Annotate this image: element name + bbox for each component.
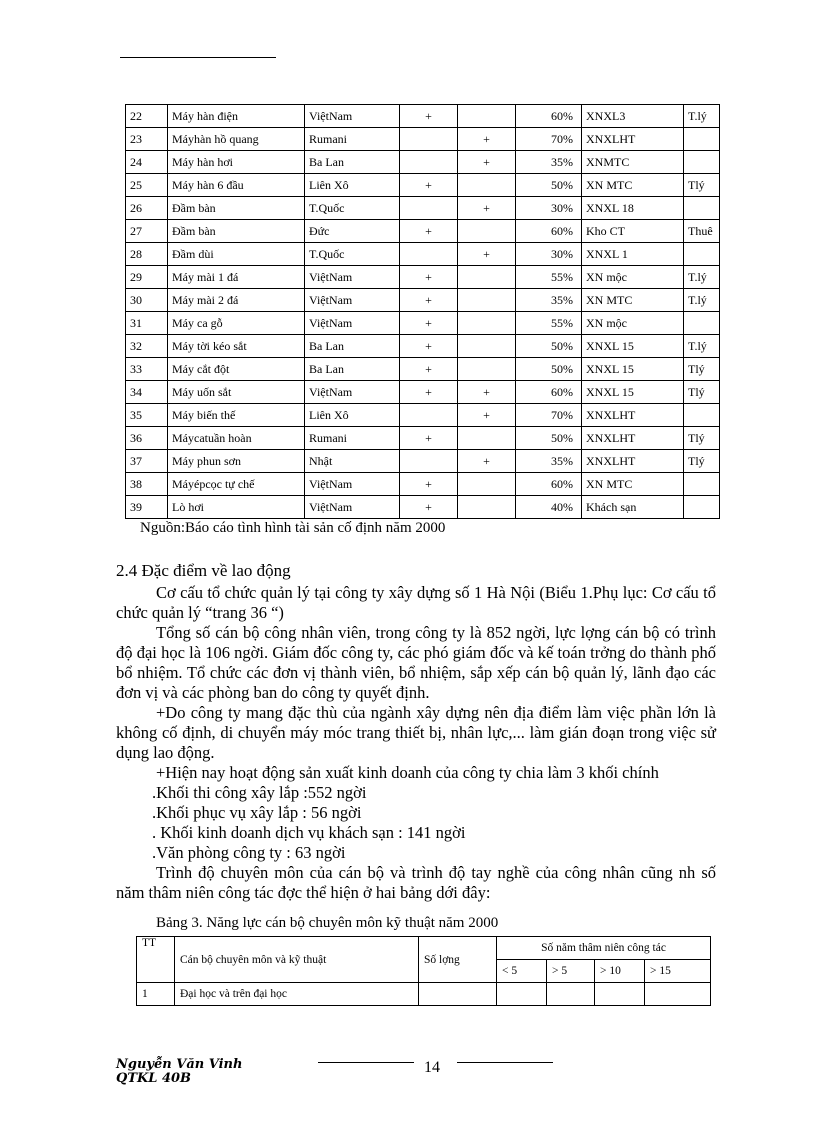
cell-no: 38 [126,473,168,496]
cell-unit: XNXL 18 [582,197,684,220]
cell-empty [419,983,497,1006]
table-row [126,174,720,197]
cell-no: 39 [126,496,168,519]
footer-rule-right [457,1062,553,1063]
table3-caption: Bảng 3. Năng lực cán bộ chuyên môn kỹ thuật năm 2000 [156,915,499,931]
cell-note [684,197,720,220]
subheader: > 5 [547,960,595,983]
equipment-table [125,104,720,519]
cell-mark-1: + [400,335,458,358]
table-row [126,220,720,243]
cell-percent: 35% [516,450,582,473]
cell-mark-2: + [458,128,516,151]
cell-mark-2 [458,289,516,312]
cell-percent: 60% [516,220,582,243]
cell-mark-2: + [458,151,516,174]
cell-mark-2: + [458,381,516,404]
cell-note [684,151,720,174]
paragraph: Tổng số cán bộ công nhân viên, trong công ty là 852 ngời, lực lợng cán bộ có trình độ đại học là 106 ngời. Giám đốc công ty, các phó giám đốc và kế toán trởng do thành phố bổ nhiệm. Tổ chức các đơn vị thành viên, bổ nhiệm, sắp xếp cán bộ quản lý, lãnh đạo các đơn vị và các phòng ban do công ty quyết định. [116,623,716,702]
cell-mark-2: + [458,243,516,266]
cell-mark-1 [400,151,458,174]
table-row [126,358,720,381]
cell-unit: XN MTC [582,473,684,496]
cell-name: Máy mài 2 đá [168,289,305,312]
cell-percent: 50% [516,174,582,197]
cell-origin: Ba Lan [305,358,400,381]
cell-name: Máy tời kéo sắt [168,335,305,358]
cell-origin: Nhật [305,450,400,473]
header-rule [120,57,276,58]
header-years: Số năm thâm niên công tác [497,937,711,960]
cell-unit: XNXL 1 [582,243,684,266]
cell-mark-1: + [400,266,458,289]
cell-unit: XNXL 15 [582,335,684,358]
cell-no: 24 [126,151,168,174]
table-row [126,427,720,450]
cell-origin: Đức [305,220,400,243]
cell-name: Đầm bàn [168,220,305,243]
cell-mark-2 [458,105,516,128]
list-item: .Khối thi công xây lắp :552 ngời [152,783,367,802]
table-row [126,335,720,358]
cell-unit: XNXLHT [582,450,684,473]
table-row [126,197,720,220]
cell-mark-1: + [400,105,458,128]
source-note: Nguồn:Báo cáo tình hình tài sản cố định năm 2000 [140,520,446,536]
cell-empty [497,983,547,1006]
cell-name: Máy ca gỗ [168,312,305,335]
cell-percent: 55% [516,266,582,289]
cell-no: 33 [126,358,168,381]
cell-no: 32 [126,335,168,358]
cell-no: 30 [126,289,168,312]
cell-origin: Rumani [305,427,400,450]
cell-unit: XNXL 15 [582,358,684,381]
cell-no: 34 [126,381,168,404]
cell-mark-1: + [400,427,458,450]
cell-mark-1 [400,243,458,266]
table-row [126,473,720,496]
table-row [126,381,720,404]
cell-percent: 35% [516,289,582,312]
cell-unit: XNXLHT [582,128,684,151]
cell-empty [595,983,645,1006]
cell-mark-2 [458,335,516,358]
cell-note [684,312,720,335]
cell-name: Máy biến thế [168,404,305,427]
cell-percent: 30% [516,197,582,220]
table-row [126,266,720,289]
cell-mark-1: + [400,496,458,519]
header-tt: TT [137,937,175,983]
cell-percent: 50% [516,427,582,450]
cell-mark-1 [400,128,458,151]
cell-origin: Rumani [305,128,400,151]
author-name: Nguyễn Văn Vinh [116,1057,243,1072]
cell-mark-1: + [400,381,458,404]
cell-mark-1: + [400,473,458,496]
cell-mark-1 [400,197,458,220]
cell-origin: ViệtNam [305,496,400,519]
cell-origin: ViệtNam [305,473,400,496]
cell-mark-1: + [400,312,458,335]
list-item: . Khối kinh doanh dịch vụ khách sạn : 141 ngời [152,823,466,842]
page-number: 14 [424,1059,440,1076]
cell-no: 28 [126,243,168,266]
cell-no: 29 [126,266,168,289]
cell-no: 36 [126,427,168,450]
cell-origin: Liên Xô [305,174,400,197]
table-row [126,312,720,335]
cell-name: Máyhàn hồ quang [168,128,305,151]
cell-mark-1 [400,450,458,473]
table-row [126,151,720,174]
cell-note: T.lý [684,105,720,128]
cell-unit: XNMTC [582,151,684,174]
cell-name: Máy hàn hơi [168,151,305,174]
cell-percent: 60% [516,381,582,404]
cell-name: Máy mài 1 đá [168,266,305,289]
staff-table [136,936,711,1006]
cell-percent: 60% [516,105,582,128]
cell-origin: T.Quốc [305,243,400,266]
cell-unit: Kho CT [582,220,684,243]
cell-name: Máy hàn điện [168,105,305,128]
cell-name: Máy cắt đột [168,358,305,381]
cell-note [684,243,720,266]
cell-note [684,128,720,151]
cell-no: 22 [126,105,168,128]
cell-origin: ViệtNam [305,266,400,289]
cell-no: 27 [126,220,168,243]
cell-note: T.lý [684,266,720,289]
cell-origin: ViệtNam [305,381,400,404]
paragraph: Trình độ chuyên môn của cán bộ và trình độ tay nghề của công nhân cũng nh số năm thâm niên công tác đợc thể hiện ở hai bảng dới đây: [116,863,716,902]
subheader: > 10 [595,960,645,983]
cell-empty [547,983,595,1006]
cell-mark-2: + [458,404,516,427]
cell-mark-2 [458,496,516,519]
cell-unit: Khách sạn [582,496,684,519]
cell-origin: Ba Lan [305,151,400,174]
cell-mark-1 [400,404,458,427]
cell-mark-1: + [400,289,458,312]
author-signature [116,1058,242,1086]
cell-percent: 35% [516,151,582,174]
cell-mark-2 [458,174,516,197]
list-item: .Văn phòng công ty : 63 ngời [152,843,346,862]
cell-mark-2: + [458,197,516,220]
table-row [126,243,720,266]
cell-note [684,496,720,519]
cell-unit: XN mộc [582,312,684,335]
cell-mark-1: + [400,220,458,243]
cell-origin: Ba Lan [305,335,400,358]
cell-note: T.lý [684,335,720,358]
cell-no: 26 [126,197,168,220]
header-count: Số lợng [419,937,497,983]
footer-rule-left [318,1062,414,1063]
table-row [137,983,711,1006]
cell-percent: 55% [516,312,582,335]
cell-note: Tlý [684,358,720,381]
cell-unit: XN MTC [582,289,684,312]
cell-name: Đầm dùi [168,243,305,266]
cell-note: Tlý [684,427,720,450]
cell-note [684,404,720,427]
author-class: QTKL 40B [116,1071,192,1086]
labour-section [116,561,716,903]
header-cadre: Cán bộ chuyên môn và kỹ thuật [175,937,419,983]
cell-mark-1: + [400,358,458,381]
cell-name: Máy uốn sắt [168,381,305,404]
cell-no: 35 [126,404,168,427]
table-row [126,496,720,519]
cell-unit: XNXL3 [582,105,684,128]
cell-origin: ViệtNam [305,105,400,128]
section-heading: 2.4 Đặc điểm về lao động [116,561,291,580]
cell-name: Đại học và trên đại học [175,983,419,1006]
cell-note: Tlý [684,174,720,197]
cell-mark-2 [458,427,516,450]
cell-percent: 50% [516,335,582,358]
cell-name: Đầm bàn [168,197,305,220]
cell-note [684,473,720,496]
cell-unit: XNXLHT [582,404,684,427]
cell-percent: 40% [516,496,582,519]
cell-percent: 70% [516,404,582,427]
cell-origin: T.Quốc [305,197,400,220]
paragraph: Cơ cấu tổ chức quản lý tại công ty xây dựng số 1 Hà Nội (Biểu 1.Phụ lục: Cơ cấu tổ chức quản lý “trang 36 “) [116,583,716,622]
cell-name: Máy phun sơn [168,450,305,473]
table-row [126,450,720,473]
cell-note: Thuê [684,220,720,243]
cell-origin: ViệtNam [305,312,400,335]
list-item: .Khối phục vụ xây lắp : 56 ngời [152,803,362,822]
subheader: < 5 [497,960,547,983]
paragraph: +Hiện nay hoạt động sản xuất kinh doanh của công ty chia làm 3 khối chính [156,763,659,782]
cell-mark-2 [458,266,516,289]
cell-unit: XNXL 15 [582,381,684,404]
cell-mark-1: + [400,174,458,197]
cell-origin: ViệtNam [305,289,400,312]
cell-percent: 60% [516,473,582,496]
table-row [126,128,720,151]
cell-unit: XNXLHT [582,427,684,450]
cell-note: T.lý [684,289,720,312]
cell-percent: 30% [516,243,582,266]
cell-unit: XN mộc [582,266,684,289]
cell-percent: 70% [516,128,582,151]
cell-no: 31 [126,312,168,335]
cell-no: 37 [126,450,168,473]
cell-name: Máycatuần hoàn [168,427,305,450]
cell-mark-2 [458,358,516,381]
paragraph: +Do công ty mang đặc thù của ngành xây dựng nên địa điểm làm việc phần lớn là không cố định, di chuyển máy móc trang thiết bị, nhân lực,... làm gián đoạn trong việc sử dụng lao động. [116,703,716,762]
cell-unit: XN MTC [582,174,684,197]
cell-origin: Liên Xô [305,404,400,427]
cell-empty [645,983,711,1006]
cell-percent: 50% [516,358,582,381]
table-row [126,105,720,128]
table-row [126,289,720,312]
table-row [126,404,720,427]
subheader: > 15 [645,960,711,983]
cell-name: Máy hàn 6 đầu [168,174,305,197]
cell-note: Tlý [684,381,720,404]
cell-mark-2 [458,220,516,243]
cell-name: Máyépcọc tự chế [168,473,305,496]
cell-name: Lò hơi [168,496,305,519]
cell-no: 23 [126,128,168,151]
cell-no: 25 [126,174,168,197]
cell-mark-2: + [458,450,516,473]
cell-note: Tlý [684,450,720,473]
cell-tt: 1 [137,983,175,1006]
cell-mark-2 [458,312,516,335]
cell-mark-2 [458,473,516,496]
